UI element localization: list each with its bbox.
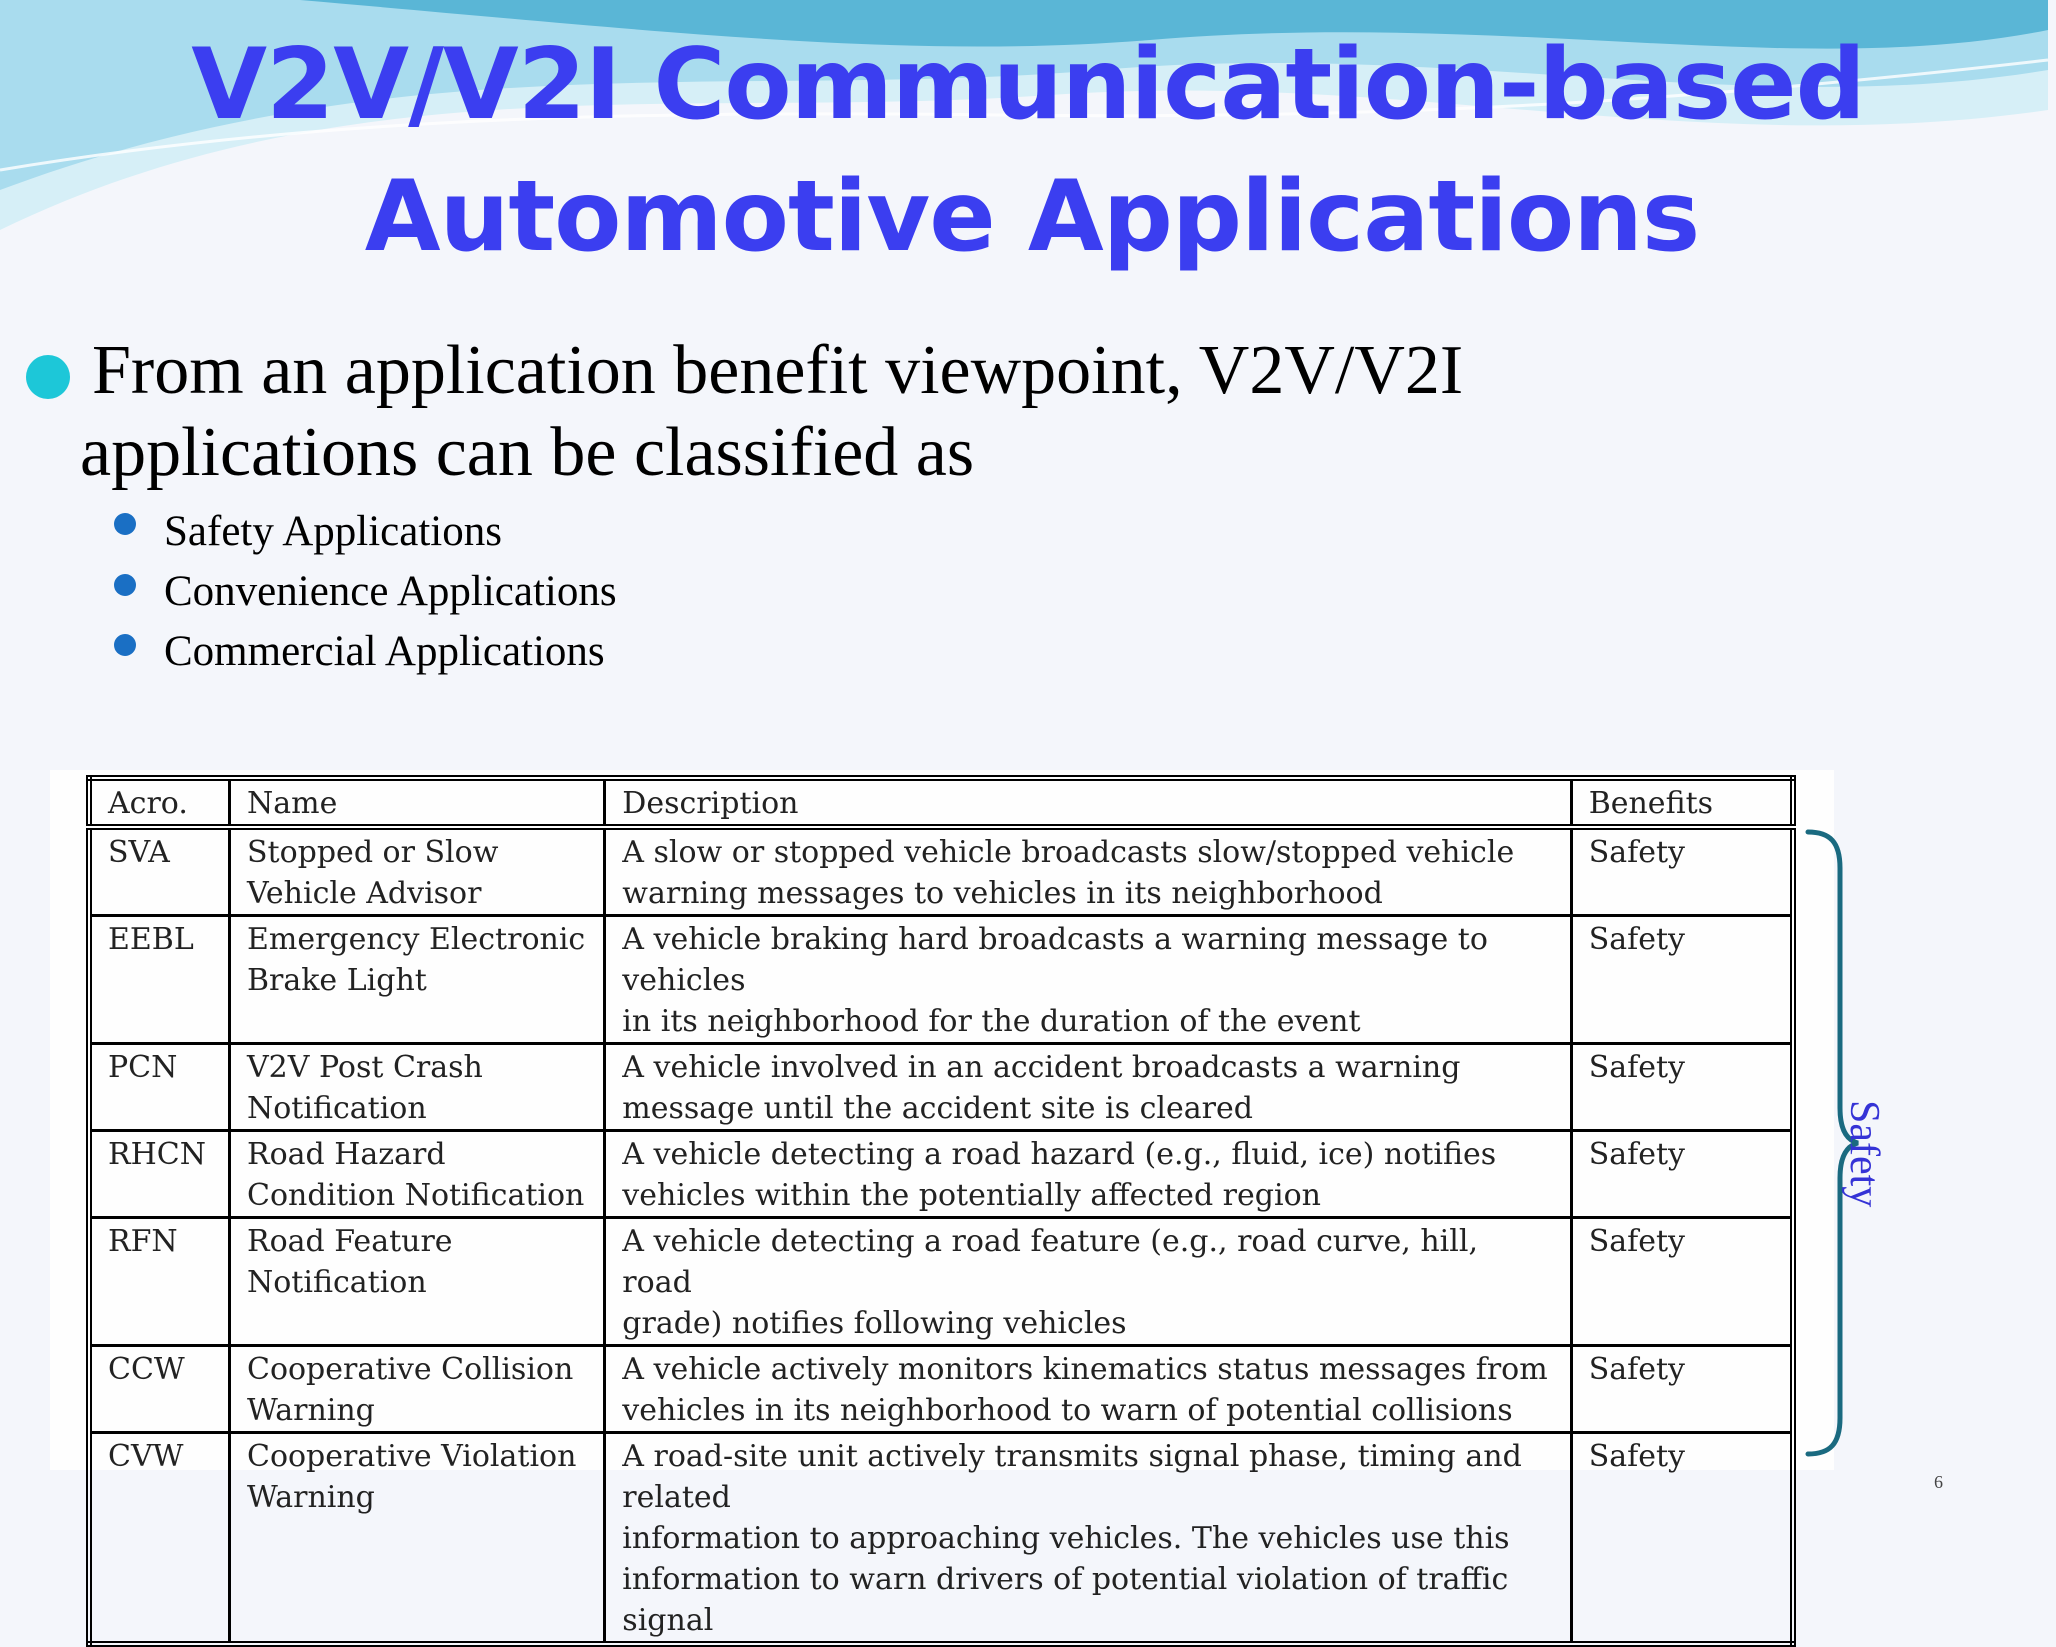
intro-text-line-1: From an application benefit viewpoint, V2V/V2I [92, 332, 1464, 409]
description-line: A vehicle actively monitors kinematics status messages from [622, 1352, 1548, 1387]
table-row [89, 1131, 1793, 1218]
table-row [89, 1433, 1793, 1645]
benefits-cell: Safety [1571, 1433, 1793, 1645]
name-line: Notification [246, 1265, 427, 1300]
name-line: Road Feature [246, 1224, 453, 1259]
table-header-row [89, 778, 1793, 827]
acro-cell: RHCN [89, 1131, 229, 1218]
description-line: A vehicle detecting a road hazard (e.g., fluid, ice) notifies [622, 1137, 1497, 1172]
acro-cell: CVW [89, 1433, 229, 1645]
description-line: information to approaching vehicles. The vehicles use this [622, 1521, 1510, 1556]
category-item: Commercial Applications [164, 628, 605, 675]
name-cell [229, 916, 604, 1044]
benefits-cell: Safety [1571, 1044, 1793, 1131]
table-body [89, 827, 1793, 1644]
description-line: A vehicle braking hard broadcasts a warning message to vehicles [622, 922, 1488, 998]
benefits-cell: Safety [1571, 1346, 1793, 1433]
benefits-cell: Safety [1571, 827, 1793, 916]
table-row [89, 1044, 1793, 1131]
name-cell [229, 1218, 604, 1346]
header-acro: Acro. [89, 778, 229, 827]
name-line: Warning [246, 1480, 375, 1515]
benefits-cell: Safety [1571, 916, 1793, 1044]
description-line: A vehicle detecting a road feature (e.g., road curve, hill, road [622, 1224, 1478, 1300]
name-line: Emergency Electronic [246, 922, 586, 957]
category-item: Safety Applications [164, 508, 502, 555]
description-cell [605, 1346, 1571, 1433]
acro-cell: CCW [89, 1346, 229, 1433]
description-line: vehicles in its neighborhood to warn of potential collisions [622, 1393, 1513, 1428]
name-line: Cooperative Violation [246, 1439, 577, 1474]
description-line: grade) notifies following vehicles [622, 1306, 1127, 1341]
description-line: vehicles within the potentially affected region [622, 1178, 1321, 1213]
benefits-cell: Safety [1571, 1218, 1793, 1346]
header-name: Name [229, 778, 604, 827]
description-line: information to warn drivers of potential violation of traffic signal [622, 1562, 1509, 1638]
benefits-cell: Safety [1571, 1131, 1793, 1218]
page-title-line-2: Automotive Applications [364, 160, 1700, 274]
table-row [89, 916, 1793, 1044]
name-line: Stopped or Slow [246, 835, 499, 870]
name-cell [229, 827, 604, 916]
intro-text-line-2: applications can be classified as [80, 414, 975, 491]
name-line: Vehicle Advisor [246, 876, 482, 911]
name-line: Road Hazard [246, 1137, 446, 1172]
description-cell [605, 827, 1571, 916]
description-line: message until the accident site is cleared [622, 1091, 1253, 1126]
sub-bullet-icon [114, 634, 136, 656]
safety-brace-label: Safety [1841, 1100, 1887, 1208]
acro-cell: RFN [89, 1218, 229, 1346]
name-cell [229, 1044, 604, 1131]
description-cell [605, 1131, 1571, 1218]
name-line: Condition Notification [246, 1178, 585, 1213]
name-cell [229, 1346, 604, 1433]
name-line: V2V Post Crash [246, 1050, 483, 1085]
page-number: 6 [1934, 1472, 1943, 1492]
description-cell [605, 916, 1571, 1044]
description-cell [605, 1218, 1571, 1346]
header-benefits: Benefits [1571, 778, 1793, 827]
description-line: in its neighborhood for the duration of the event [622, 1004, 1361, 1039]
table-row [89, 1346, 1793, 1433]
description-line: warning messages to vehicles in its neighborhood [622, 876, 1383, 911]
description-line: A vehicle involved in an accident broadcasts a warning [622, 1050, 1461, 1085]
table-row [89, 827, 1793, 916]
page-title-line-1: V2V/V2I Communication-based [191, 28, 1865, 142]
name-cell [229, 1131, 604, 1218]
description-line: A slow or stopped vehicle broadcasts slow/stopped vehicle [622, 835, 1515, 870]
description-cell [605, 1044, 1571, 1131]
name-line: Warning [246, 1393, 375, 1428]
acro-cell: SVA [89, 827, 229, 916]
name-line: Cooperative Collision [246, 1352, 574, 1387]
sub-bullet-icon [114, 513, 136, 535]
acro-cell: EEBL [89, 916, 229, 1044]
description-line: A road-site unit actively transmits signal phase, timing and related [622, 1439, 1522, 1515]
acro-cell: PCN [89, 1044, 229, 1131]
table-row [89, 1218, 1793, 1346]
name-cell [229, 1433, 604, 1645]
header-description: Description [605, 778, 1571, 827]
sub-bullet-icon [114, 574, 136, 596]
description-cell [605, 1433, 1571, 1645]
main-bullet-icon [26, 355, 70, 399]
name-line: Brake Light [246, 963, 427, 998]
applications-table [86, 775, 1796, 1647]
name-line: Notification [246, 1091, 427, 1126]
category-item: Convenience Applications [164, 568, 617, 615]
